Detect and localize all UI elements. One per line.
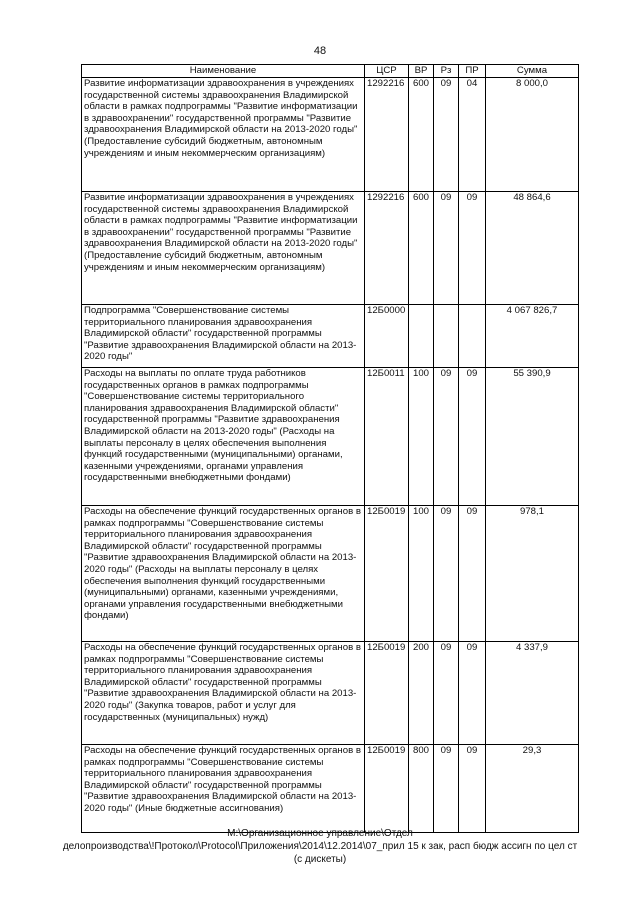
- header-row: [82, 65, 579, 78]
- table-row: [82, 642, 579, 745]
- header-csr: ЦСР: [365, 65, 409, 78]
- row-vr: [409, 305, 434, 368]
- row-pr: 09: [459, 368, 486, 506]
- table-header: [82, 65, 579, 78]
- row-sum: 29,3: [486, 745, 579, 833]
- row-pr: 09: [459, 745, 486, 833]
- row-pr: [459, 305, 486, 368]
- row-csr: 1292216: [365, 192, 409, 305]
- budget-table: [81, 64, 579, 833]
- header-pr: ПР: [459, 65, 486, 78]
- footer-line-1: M:\Организационное управление\Отдел: [227, 828, 413, 839]
- row-sum: 4 337,9: [486, 642, 579, 745]
- row-name: Развитие информатизации здравоохранения в учреждениях государственной системы здравоохранения Владимирской области в рамках подпрограммы "Развитие информатизации в здравоохранении" государственной программы "Развитие здравоохранения Владимирской области на 2013-2020 годы" (Предоставление субсидий бюджетным, автономным учреждениям и иным некоммерческим организациям): [82, 192, 365, 305]
- footer-line-2: делопроизводства\!Протокол\Protocol\Приложения\2014\12.2014\07_прил 15 к зак, расп бюдж ассигн по цел ст: [62, 841, 578, 852]
- row-sum: 55 390,9: [486, 368, 579, 506]
- page-number: 48: [313, 45, 327, 57]
- header-name: Наименование: [82, 65, 365, 78]
- footer-file-path: [60, 827, 580, 866]
- row-csr: 12Б0000: [365, 305, 409, 368]
- row-name: Подпрограмма "Совершенствование системы территориального планирования здравоохранения Владимирской области" государственной программы "Развитие здравоохранения Владимирской области на 2013-2020 годы": [82, 305, 365, 368]
- row-vr: 600: [409, 192, 434, 305]
- row-rz: 09: [434, 192, 459, 305]
- header-vr: ВР: [409, 65, 434, 78]
- row-name: Развитие информатизации здравоохранения в учреждениях государственной системы здравоохранения Владимирской области в рамках подпрограммы "Развитие информатизации в здравоохранении" государственной программы "Развитие здравоохранения Владимирской области на 2013-2020 годы" (Предоставление субсидий бюджетным, автономным учреждениям и иным некоммерческим организациям): [82, 78, 365, 192]
- header-rz: Рз: [434, 65, 459, 78]
- row-csr: 12Б0019: [365, 745, 409, 833]
- row-sum: 978,1: [486, 506, 579, 642]
- row-name: Расходы на обеспечение функций государственных органов в рамках подпрограммы "Совершенствование системы территориального планирования здравоохранения Владимирской области" государственной программы "Развитие здравоохранения Владимирской области на 2013-2020 годы" (Расходы на выплаты персоналу в целях обеспечения выполнения функций государственными (муниципальными) органами, казенными учреждениями, органами управления государственными внебюджетными фондами): [82, 506, 365, 642]
- header-sum: Сумма: [486, 65, 579, 78]
- row-name: Расходы на выплаты по оплате труда работников государственных органов в рамках подпрограммы "Совершенствование системы территориального планирования здравоохранения Владимирской области" государственной программы "Развитие здравоохранения Владимирской области на 2013-2020 годы" (Расходы на выплаты персоналу в целях обеспечения выполнения функций государственными (муниципальными) органами, казенными учреждениями, органами управления государственными внебюджетными фондами): [82, 368, 365, 506]
- table-row: [82, 305, 579, 368]
- row-rz: [434, 305, 459, 368]
- row-csr: 12Б0011: [365, 368, 409, 506]
- table-row: [82, 192, 579, 305]
- table-row: [82, 78, 579, 192]
- row-pr: 09: [459, 192, 486, 305]
- row-sum: 48 864,6: [486, 192, 579, 305]
- row-pr: 09: [459, 506, 486, 642]
- row-csr: 12Б0019: [365, 506, 409, 642]
- row-pr: 09: [459, 642, 486, 745]
- row-vr: 800: [409, 745, 434, 833]
- table-row: [82, 506, 579, 642]
- footer-line-3: (с дискеты): [293, 854, 347, 865]
- row-rz: 09: [434, 506, 459, 642]
- row-vr: 100: [409, 506, 434, 642]
- row-csr: 12Б0019: [365, 642, 409, 745]
- table-body: [82, 78, 579, 833]
- row-rz: 09: [434, 368, 459, 506]
- row-csr: 1292216: [365, 78, 409, 192]
- row-rz: 09: [434, 642, 459, 745]
- row-rz: 09: [434, 78, 459, 192]
- row-name: Расходы на обеспечение функций государственных органов в рамках подпрограммы "Совершенствование системы территориального планирования здравоохранения Владимирской области" государственной программы "Развитие здравоохранения Владимирской области на 2013-2020 годы" (Иные бюджетные ассигнования): [82, 745, 365, 833]
- row-sum: 4 067 826,7: [486, 305, 579, 368]
- table-row: [82, 745, 579, 833]
- row-vr: 200: [409, 642, 434, 745]
- row-pr: 04: [459, 78, 486, 192]
- row-vr: 600: [409, 78, 434, 192]
- row-name: Расходы на обеспечение функций государственных органов в рамках подпрограммы "Совершенствование системы территориального планирования здравоохранения Владимирской области" государственной программы "Развитие здравоохранения Владимирской области на 2013-2020 годы" (Закупка товаров, работ и услуг для государственных (муниципальных) нужд): [82, 642, 365, 745]
- table-row: [82, 368, 579, 506]
- row-rz: 09: [434, 745, 459, 833]
- row-vr: 100: [409, 368, 434, 506]
- row-sum: 8 000,0: [486, 78, 579, 192]
